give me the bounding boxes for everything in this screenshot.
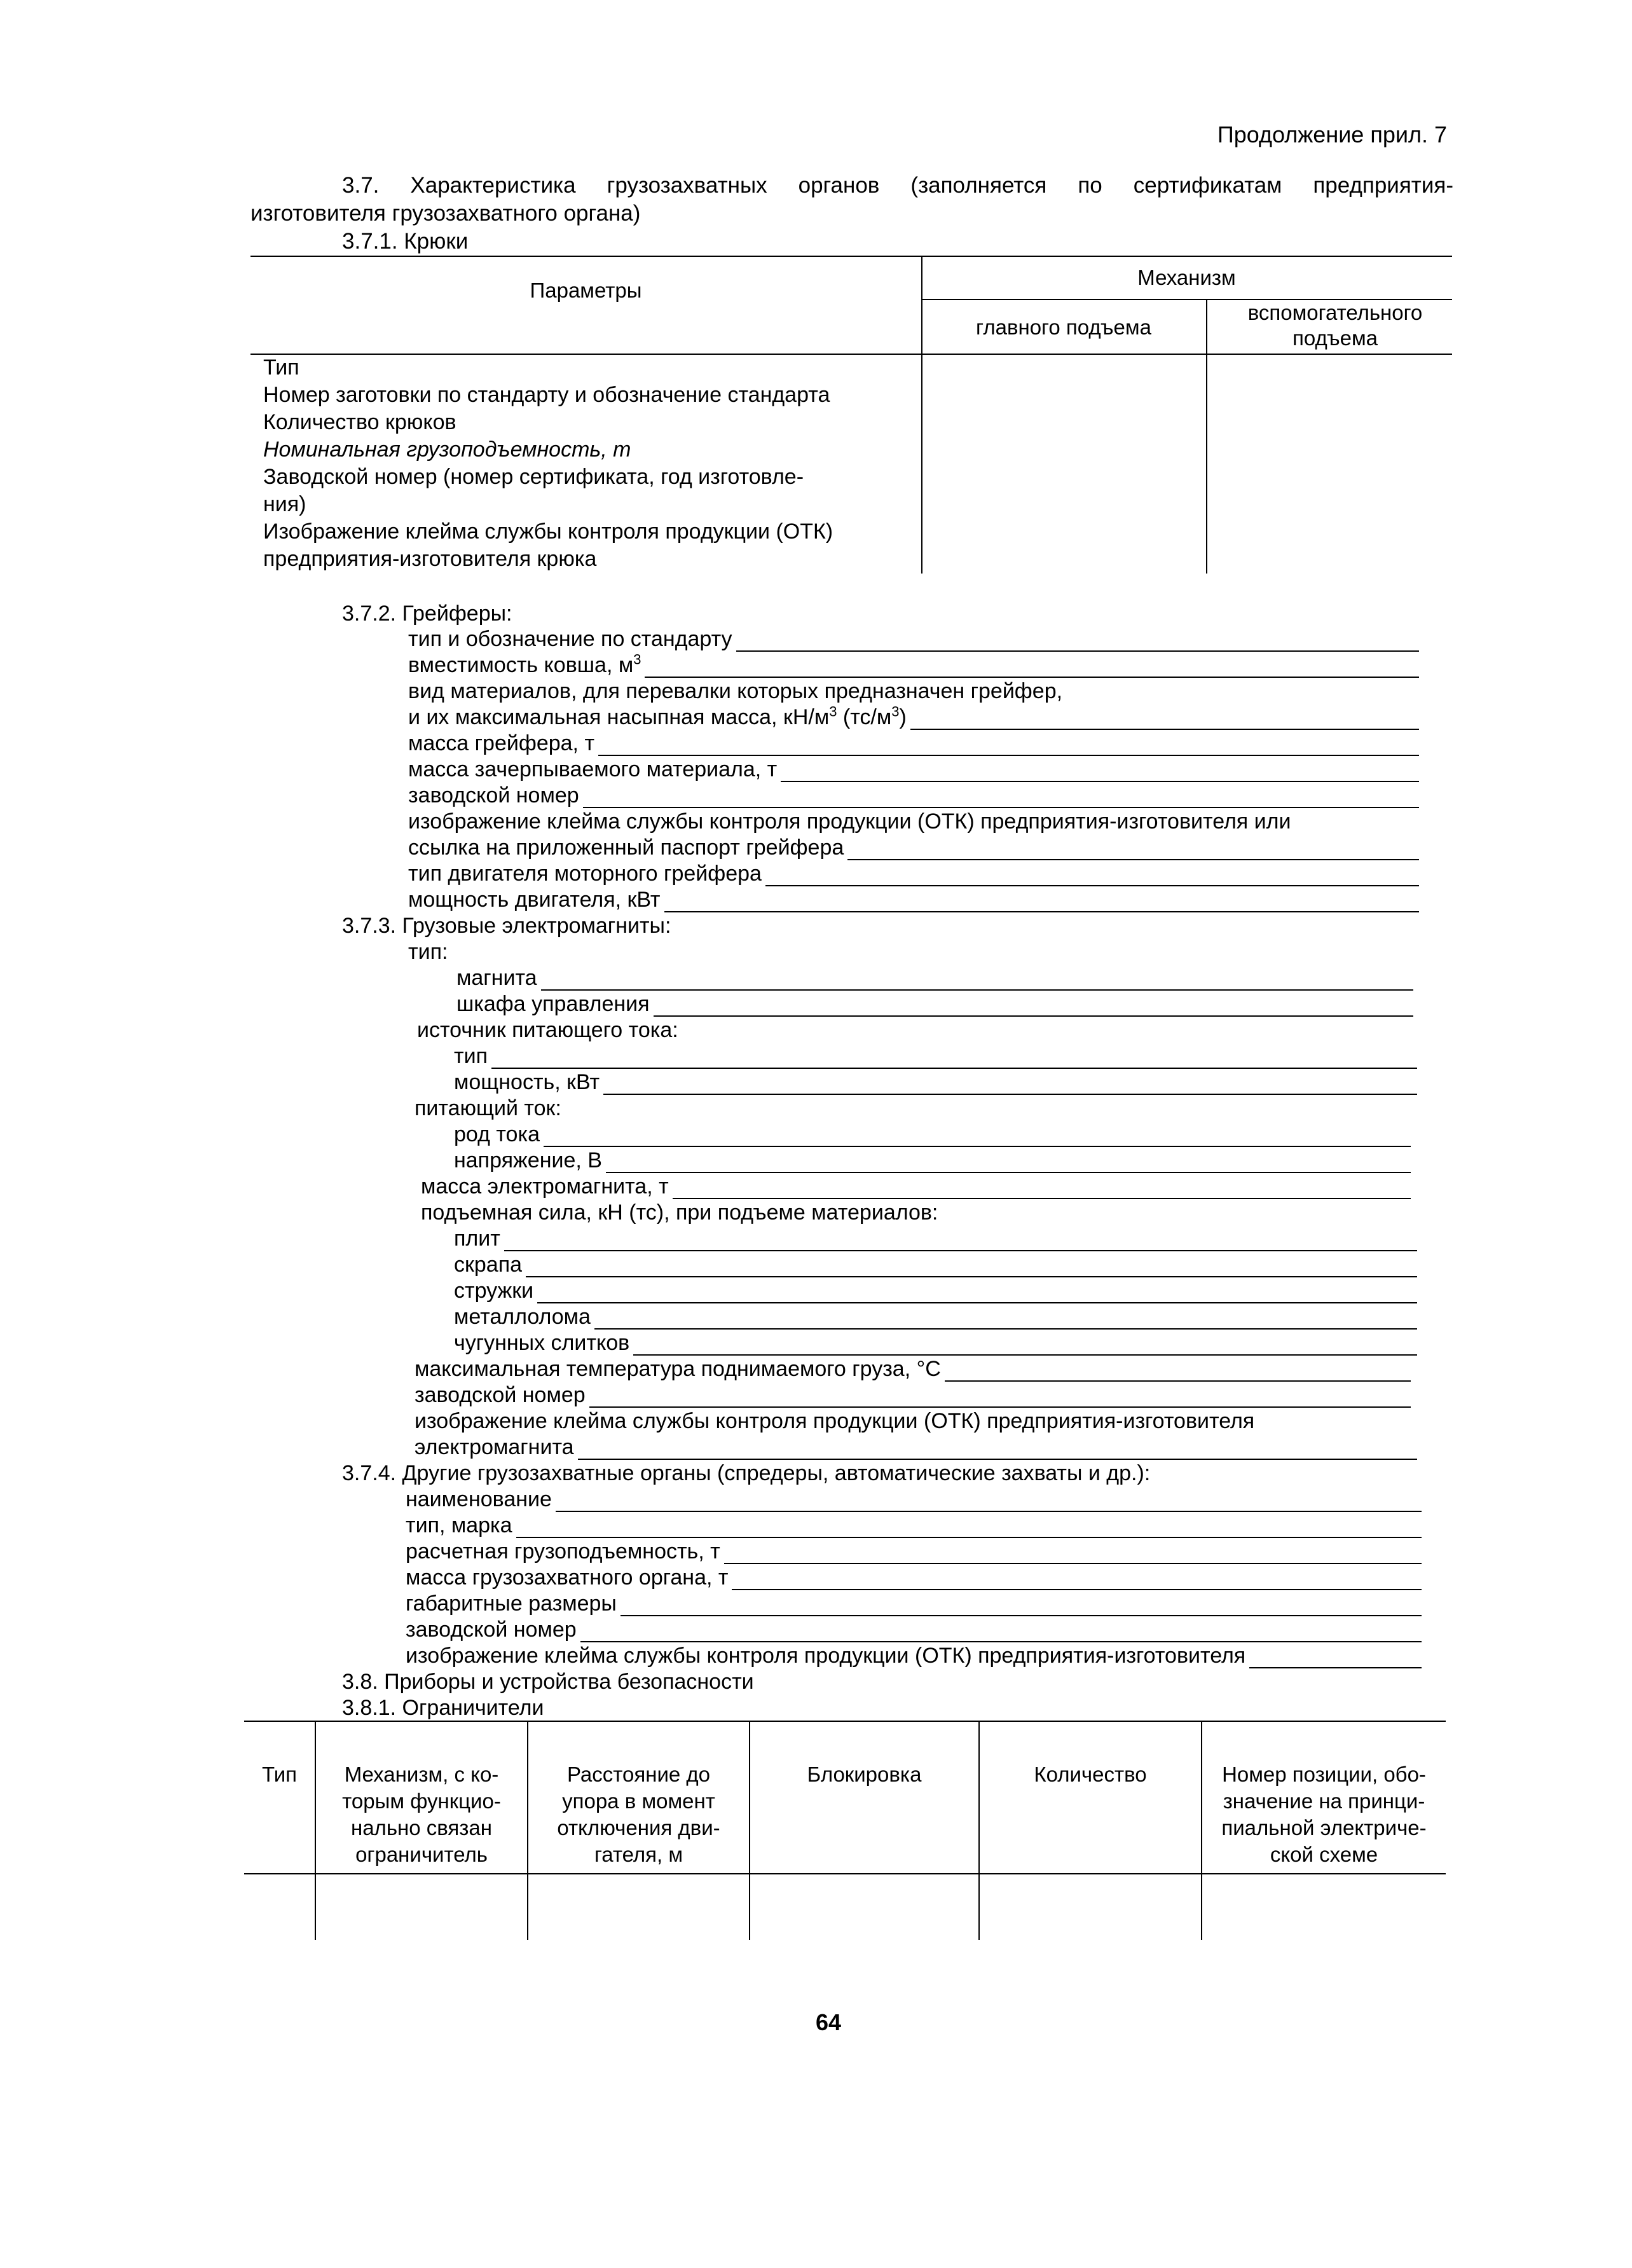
other-name-field[interactable]: наименование — [406, 1487, 1422, 1512]
grab-materials-line1: вид материалов, для перевалки которых предназначен грейфер, — [408, 679, 1063, 703]
scrap-field[interactable]: скрапа — [454, 1252, 1417, 1277]
current-kind-field[interactable]: род тока — [454, 1122, 1411, 1147]
power-source-power-field[interactable]: мощность, кВт — [454, 1069, 1417, 1095]
grab-engine-type-field[interactable]: тип двигателя моторного грейфера — [408, 861, 1419, 886]
magnet-stamp-line1: изображение клейма службы контроля продукции (ОТК) предприятия-изготовителя — [415, 1409, 1255, 1433]
grab-type-field[interactable]: тип и обозначение по стандарту — [408, 626, 1419, 652]
section-3-8-heading: 3.8. Приборы и устройства безопасности — [342, 1670, 754, 1694]
section-3-7-1-heading: 3.7.1. Крюки — [342, 229, 469, 254]
limiters-col-mechanism: Механизм, с ко- торым функцио- нально связан ограничитель — [342, 1763, 501, 1866]
grab-mass-field[interactable]: масса грейфера, т — [408, 731, 1419, 756]
hooks-col-params: Параметры — [530, 278, 642, 302]
hooks-row-blank-number: Номер заготовки по стандарту и обозначение стандарта — [263, 383, 830, 407]
limiters-col-distance: Расстояние до упора в момент отключения дви- гателя, м — [557, 1763, 720, 1866]
hooks-col-aux-lift: вспомогательного подъема — [1247, 301, 1423, 350]
other-stamp-field[interactable]: изображение клейма службы контроля продукции (ОТК) предприятия-изготовителя — [406, 1643, 1422, 1668]
limiters-col-position: Номер позиции, обо- значение на принци- пиальной электриче- ской схеме — [1221, 1763, 1427, 1866]
grab-serial-field[interactable]: заводской номер — [408, 783, 1419, 808]
hooks-row-stamp-line2: предприятия-изготовителя крюка — [263, 547, 597, 571]
supply-current-label: питающий ток: — [415, 1096, 561, 1120]
lifting-force-label: подъемная сила, кН (тс), при подъеме материалов: — [421, 1200, 938, 1225]
section-3-7-intro-line1: 3.7. Характеристика грузозахватных органов (заполняется по сертификатам предприятия- — [342, 173, 1453, 198]
cast-iron-ingots-field[interactable]: чугунных слитков — [454, 1330, 1417, 1356]
grab-passport-field[interactable]: ссылка на приложенный паспорт грейфера — [408, 835, 1419, 860]
section-3-8-1-heading: 3.8.1. Ограничители — [342, 1696, 544, 1720]
grab-engine-power-field[interactable]: мощность двигателя, кВт — [408, 887, 1419, 912]
hooks-col-mechanism: Механизм — [1137, 266, 1236, 289]
magnet-type-field[interactable]: магнита — [456, 965, 1413, 991]
power-source-label: источник питающего тока: — [417, 1018, 678, 1042]
power-source-type-field[interactable]: тип — [454, 1043, 1417, 1069]
continuation-header: Продолжение прил. 7 — [1217, 121, 1447, 148]
limiters-col-quantity: Количество — [1034, 1763, 1147, 1786]
other-type-field[interactable]: тип, марка — [406, 1513, 1422, 1538]
section-3-7-3-heading: 3.7.3. Грузовые электромагниты: — [342, 914, 671, 938]
limiters-col-blocking: Блокировка — [807, 1763, 922, 1786]
grab-scooped-mass-field[interactable]: масса зачерпываемого материала, т — [408, 757, 1419, 782]
control-cabinet-field[interactable]: шкафа управления — [456, 991, 1413, 1017]
hooks-row-capacity: Номинальная грузоподъемность, т — [263, 437, 631, 462]
grab-materials-field[interactable]: и их максимальная насыпная масса, $кН/м^3$ $(тс/м^3)$ — [408, 704, 1419, 730]
magnet-mass-field[interactable]: масса электромагнита, т — [421, 1174, 1411, 1199]
grab-stamp-line1: изображение клейма службы контроля продукции (ОТК) предприятия-изготовителя или — [408, 809, 1291, 834]
other-dimensions-field[interactable]: габаритные размеры — [406, 1591, 1422, 1616]
section-3-7-2-heading: 3.7.2. Грейферы: — [342, 601, 512, 626]
magnet-type-label: тип: — [408, 940, 448, 964]
other-serial-field[interactable]: заводской номер — [406, 1617, 1422, 1642]
chips-field[interactable]: стружки — [454, 1278, 1417, 1303]
section-3-7-4-heading: 3.7.4. Другие грузозахватные органы (спредеры, автоматические захваты и др.): — [342, 1461, 1151, 1485]
page-number: 64 — [816, 2009, 842, 2035]
hooks-row-serial-line1: Заводской номер (номер сертификата, год изготовле- — [263, 465, 804, 489]
hooks-row-stamp-line1: Изображение клейма службы контроля продукции (ОТК) — [263, 519, 833, 544]
magnet-stamp-field[interactable]: электромагнита — [415, 1434, 1417, 1460]
limiters-col-type: Тип — [261, 1763, 297, 1786]
section-3-7-intro-line2: изготовителя грузозахватного органа) — [250, 201, 641, 226]
hooks-col-main-lift: главного подъема — [976, 315, 1151, 339]
hooks-row-count: Количество крюков — [263, 410, 456, 434]
magnet-serial-field[interactable]: заводской номер — [415, 1382, 1411, 1408]
metal-scrap-field[interactable]: металлолома — [454, 1304, 1417, 1330]
grab-volume-field[interactable]: вместимость ковша, $м^3$ — [408, 652, 1419, 678]
hooks-row-serial-line2: ния) — [263, 492, 306, 516]
plates-field[interactable]: плит — [454, 1226, 1417, 1251]
hooks-row-type: Тип — [263, 355, 299, 380]
other-capacity-field[interactable]: расчетная грузоподъемность, т — [406, 1539, 1422, 1564]
max-temperature-field[interactable]: максимальная температура поднимаемого груза, °С — [415, 1356, 1411, 1382]
other-mass-field[interactable]: масса грузозахватного органа, т — [406, 1565, 1422, 1590]
voltage-field[interactable]: напряжение, В — [454, 1148, 1411, 1173]
